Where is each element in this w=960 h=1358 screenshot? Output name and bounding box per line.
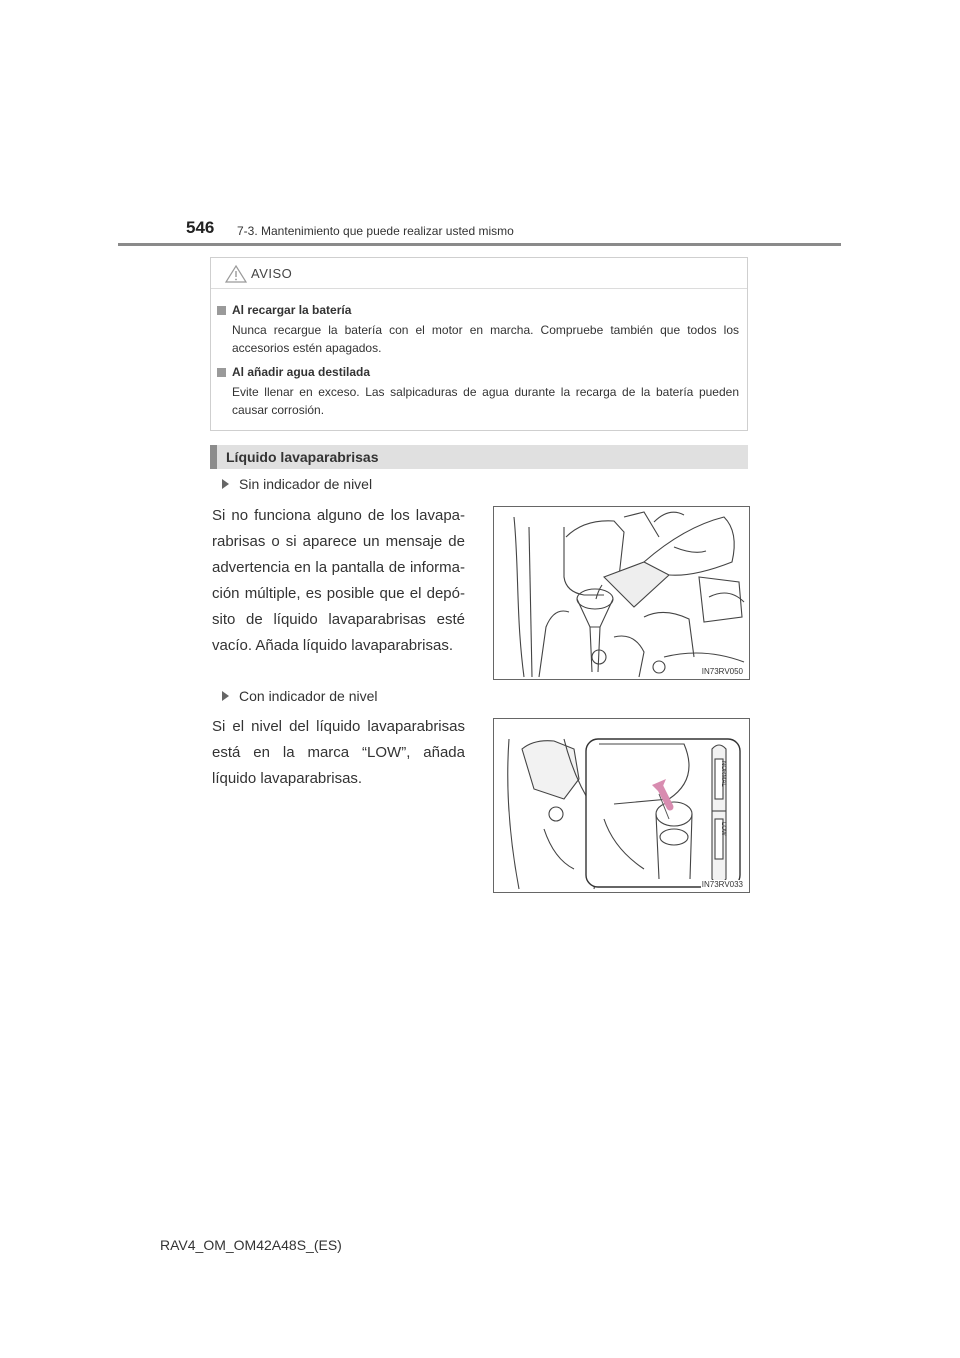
paragraph: Si no funciona alguno de los lavapa-rabrisas o si aparece un mensaje de advertencia en la pantalla de informa-ción múltiple, es posible que el depó-sito de líquido lavaparabrisas esté vacío. Añada líquido lavaparabrisas.: [212, 507, 465, 654]
section-title: 7-3. Mantenimiento que puede realizar usted mismo: [237, 224, 514, 238]
warning-item-heading: Al recargar la batería: [232, 303, 352, 317]
document-code: RAV4_OM_OM42A48S_(ES): [160, 1237, 342, 1253]
figure-refill-funnel: [493, 506, 750, 680]
dipstick-label-low: LOW: [720, 822, 726, 836]
refill-illustration: [494, 507, 749, 679]
page-number: 546: [186, 218, 215, 237]
warning-item: [217, 301, 351, 319]
paragraph: Si el nivel del líquido lavaparabrisas está en la marca “LOW”, añada líquido lavaparabrisas.: [212, 718, 465, 787]
triangle-bullet-icon: [222, 691, 229, 701]
figure-code: IN73RV033: [701, 880, 743, 889]
bullet-label: Sin indicador de nivel: [239, 476, 373, 492]
header-rule: [118, 243, 841, 246]
warning-item-body: Evite llenar en exceso. Las salpicaduras de agua durante la recarga de la batería pueden causar corrosión.: [232, 385, 739, 417]
level-gauge-illustration: [494, 719, 749, 892]
bullet-label: Con indicador de nivel: [239, 688, 378, 704]
warning-box: [210, 257, 748, 431]
warning-header: [211, 258, 747, 289]
square-bullet-icon: [217, 306, 226, 315]
warning-item-body: Nunca recargue la batería con el motor en marcha. Compruebe también que todos los accesorios estén apagados.: [232, 323, 739, 355]
figure-level-gauge: [493, 718, 750, 893]
bullet-item: [222, 688, 378, 704]
bullet-item: [222, 476, 372, 492]
triangle-bullet-icon: [222, 479, 229, 489]
square-bullet-icon: [217, 368, 226, 377]
warning-triangle-icon: [225, 265, 247, 283]
section-heading: [210, 445, 748, 469]
warning-title: AVISO: [251, 266, 293, 281]
figure-code: IN73RV050: [701, 667, 743, 676]
warning-item: [217, 363, 370, 381]
dipstick-label-normal: NORMAL: [720, 761, 726, 787]
section-heading-text: Líquido lavaparabrisas: [226, 449, 379, 465]
warning-item-heading: Al añadir agua destilada: [232, 365, 371, 379]
